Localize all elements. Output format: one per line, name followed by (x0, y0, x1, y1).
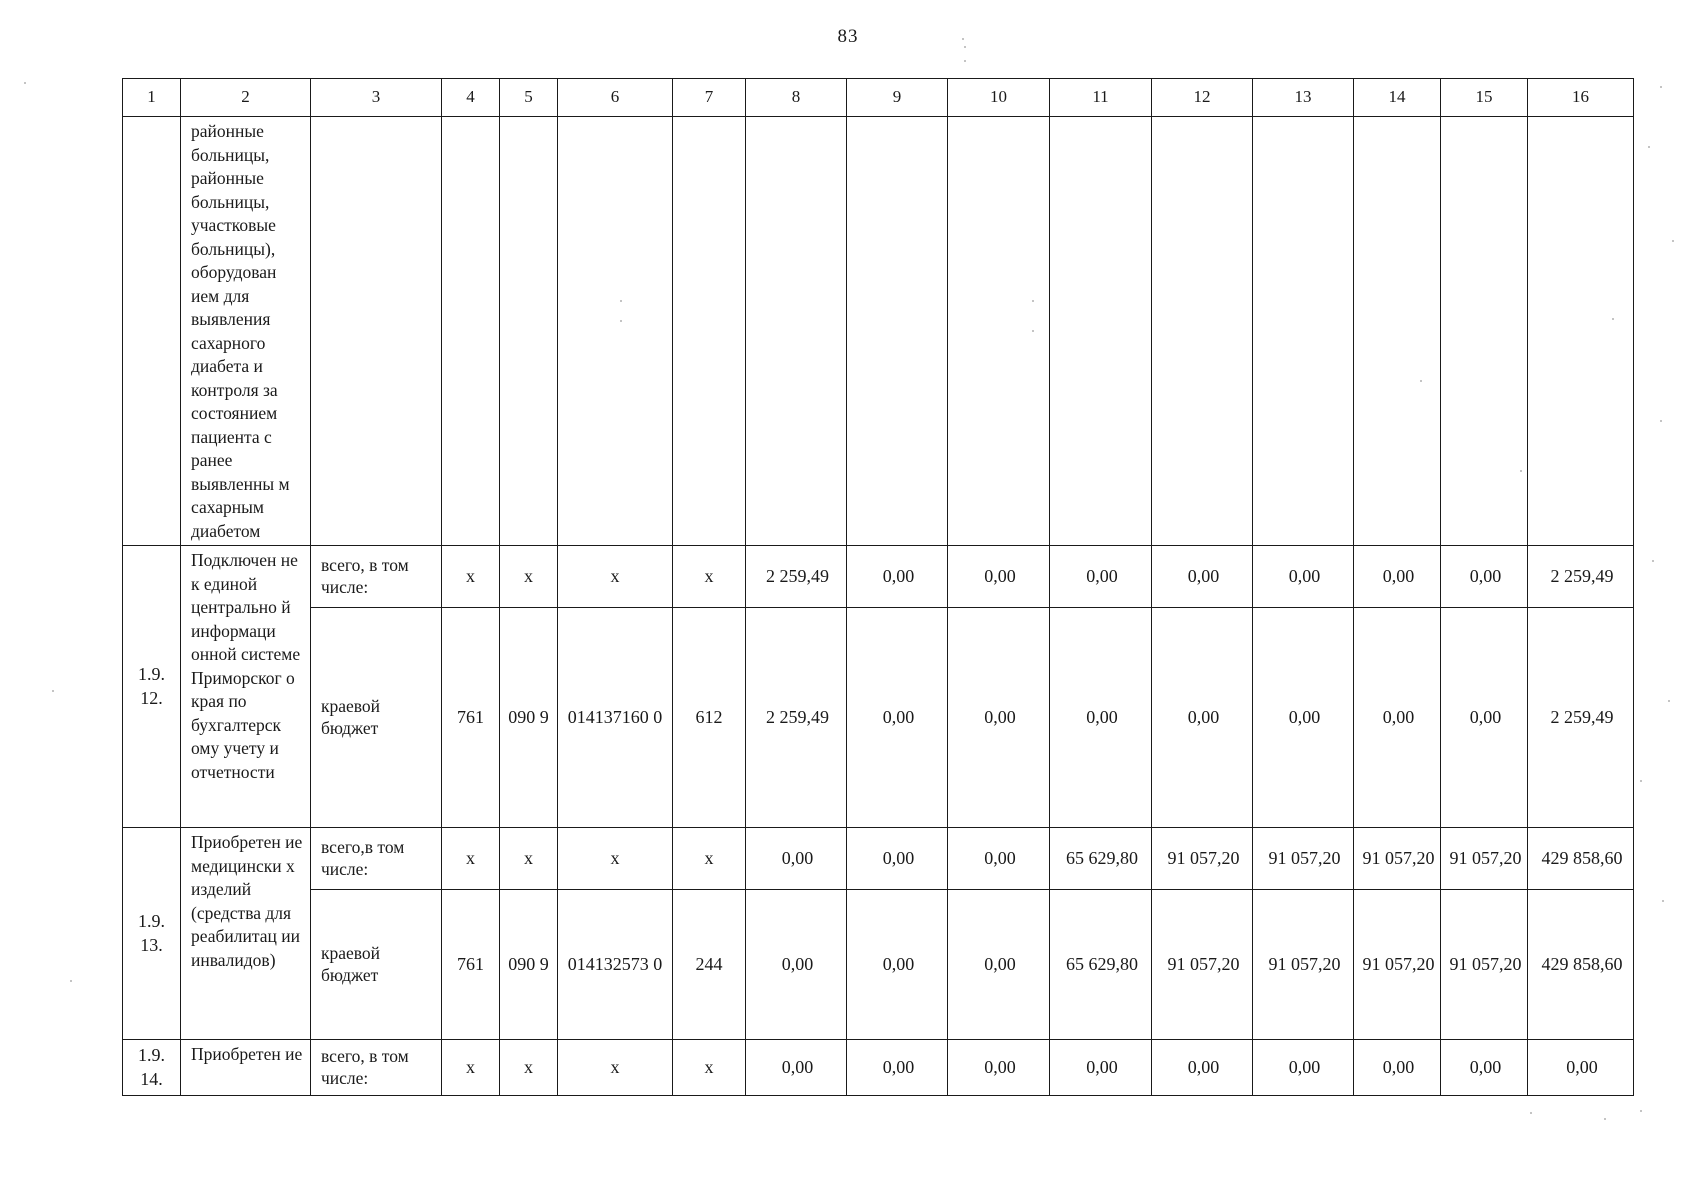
amount-cell: 0,00 (948, 828, 1050, 890)
item-name-cell: Приобретен ие (181, 1040, 311, 1096)
header-cell: 10 (948, 79, 1050, 117)
amount-cell: 2 259,49 (746, 546, 847, 608)
code-cell: x (442, 828, 500, 890)
item-name-cell: Подключен не к единой центрально й информаци онной системе Приморског о края по бухгалтерск ому учету и отчетности (181, 546, 311, 828)
amount-cell: 0,00 (847, 890, 948, 1040)
code-cell: 761 (442, 890, 500, 1040)
amount-cell: 0,00 (948, 890, 1050, 1040)
empty-cell (948, 117, 1050, 546)
amount-cell: 65 629,80 (1050, 890, 1152, 1040)
amount-cell: 91 057,20 (1253, 890, 1354, 1040)
amount-cell: 91 057,20 (1441, 828, 1528, 890)
amount-cell: 0,00 (1152, 608, 1253, 828)
scan-speck (1662, 900, 1664, 902)
code-cell: 612 (673, 608, 746, 828)
code-cell: x (673, 1040, 746, 1096)
amount-cell: 0,00 (1528, 1040, 1634, 1096)
amount-cell: 91 057,20 (1441, 890, 1528, 1040)
amount-cell: 0,00 (1441, 546, 1528, 608)
amount-cell: 0,00 (1050, 1040, 1152, 1096)
amount-cell: 0,00 (1253, 1040, 1354, 1096)
empty-cell (1354, 117, 1441, 546)
amount-cell: 0,00 (1354, 1040, 1441, 1096)
empty-cell (1050, 117, 1152, 546)
code-cell: x (673, 828, 746, 890)
scan-speck (52, 690, 54, 692)
funding-source-cell: всего, в том числе: (311, 546, 442, 608)
item-number-cell: 1.9. 14. (123, 1040, 181, 1096)
amount-cell: 0,00 (847, 1040, 948, 1096)
item-number-cell: 1.9. 13. (123, 828, 181, 1040)
table-row (123, 608, 1634, 828)
amount-cell: 0,00 (1253, 546, 1354, 608)
scan-speck (1604, 1118, 1606, 1120)
funding-source-cell: всего,в том числе: (311, 828, 442, 890)
empty-cell (847, 117, 948, 546)
scan-speck (1640, 780, 1642, 782)
scan-speck (964, 46, 966, 48)
amount-cell: 0,00 (948, 608, 1050, 828)
code-cell: x (500, 546, 558, 608)
item-name-cell: районные больницы, районные больницы, участковые больницы), оборудован ием для выявления сахарного диабета и контроля за состоянием пациента с ранее выявленны м сахарным диабетом (181, 117, 311, 546)
amount-cell: 2 259,49 (1528, 546, 1634, 608)
code-cell: x (558, 546, 673, 608)
scan-speck (620, 300, 622, 302)
header-cell: 1 (123, 79, 181, 117)
scan-speck (1668, 700, 1670, 702)
table-row (123, 1040, 1634, 1096)
code-cell: x (558, 1040, 673, 1096)
amount-cell: 0,00 (1152, 1040, 1253, 1096)
header-cell: 7 (673, 79, 746, 117)
budget-table (122, 78, 1634, 1096)
page-number: 83 (837, 26, 859, 47)
scan-speck (620, 320, 622, 322)
amount-cell: 0,00 (1441, 1040, 1528, 1096)
code-cell: 014132573 0 (558, 890, 673, 1040)
continued-row (123, 117, 1634, 546)
scan-speck (1640, 1110, 1642, 1112)
scan-speck (1672, 240, 1674, 242)
amount-cell: 0,00 (746, 1040, 847, 1096)
scan-speck (1612, 318, 1614, 320)
header-cell: 16 (1528, 79, 1634, 117)
amount-cell: 91 057,20 (1354, 828, 1441, 890)
header-cell: 15 (1441, 79, 1528, 117)
scan-speck (1032, 300, 1034, 302)
item-number-cell: 1.9. 12. (123, 546, 181, 828)
code-cell: x (500, 1040, 558, 1096)
empty-cell (746, 117, 847, 546)
amount-cell: 0,00 (1354, 546, 1441, 608)
empty-cell (558, 117, 673, 546)
amount-cell: 0,00 (1050, 608, 1152, 828)
header-cell: 12 (1152, 79, 1253, 117)
code-cell: x (673, 546, 746, 608)
scan-speck (24, 82, 26, 84)
amount-cell: 0,00 (1050, 546, 1152, 608)
scan-speck (70, 980, 72, 982)
amount-cell: 65 629,80 (1050, 828, 1152, 890)
amount-cell: 0,00 (1253, 608, 1354, 828)
amount-cell: 0,00 (1441, 608, 1528, 828)
header-cell: 13 (1253, 79, 1354, 117)
code-cell: 761 (442, 608, 500, 828)
empty-cell (1152, 117, 1253, 546)
empty-cell (500, 117, 558, 546)
header-cell: 9 (847, 79, 948, 117)
amount-cell: 91 057,20 (1152, 890, 1253, 1040)
amount-cell: 91 057,20 (1152, 828, 1253, 890)
amount-cell: 429 858,60 (1528, 828, 1634, 890)
scan-speck (964, 60, 966, 62)
scan-speck (1652, 560, 1654, 562)
amount-cell: 91 057,20 (1354, 890, 1441, 1040)
header-cell: 3 (311, 79, 442, 117)
code-cell: 244 (673, 890, 746, 1040)
amount-cell: 2 259,49 (746, 608, 847, 828)
header-cell: 2 (181, 79, 311, 117)
header-cell: 11 (1050, 79, 1152, 117)
amount-cell: 429 858,60 (1528, 890, 1634, 1040)
scan-speck (1420, 380, 1422, 382)
scan-speck (962, 38, 964, 40)
code-cell: 090 9 (500, 890, 558, 1040)
funding-source-cell: краевой бюджет (311, 608, 442, 828)
empty-cell (1528, 117, 1634, 546)
empty-cell (442, 117, 500, 546)
scan-speck (1648, 146, 1650, 148)
amount-cell: 0,00 (1152, 546, 1253, 608)
empty-cell (311, 117, 442, 546)
header-cell: 5 (500, 79, 558, 117)
amount-cell: 0,00 (847, 546, 948, 608)
funding-source-cell: всего, в том числе: (311, 1040, 442, 1096)
header-cell: 8 (746, 79, 847, 117)
header-row (123, 79, 1634, 117)
table-row (123, 890, 1634, 1040)
scan-speck (1660, 86, 1662, 88)
table-row (123, 546, 1634, 608)
item-number-cell (123, 117, 181, 546)
code-cell: 014137160 0 (558, 608, 673, 828)
code-cell: x (442, 1040, 500, 1096)
code-cell: 090 9 (500, 608, 558, 828)
header-cell: 6 (558, 79, 673, 117)
empty-cell (1253, 117, 1354, 546)
scan-speck (1660, 420, 1662, 422)
amount-cell: 0,00 (746, 828, 847, 890)
amount-cell: 0,00 (746, 890, 847, 1040)
amount-cell: 0,00 (847, 608, 948, 828)
amount-cell: 0,00 (948, 1040, 1050, 1096)
scan-speck (1520, 470, 1522, 472)
amount-cell: 0,00 (1354, 608, 1441, 828)
amount-cell: 0,00 (948, 546, 1050, 608)
scan-speck (1530, 1112, 1532, 1114)
amount-cell: 0,00 (847, 828, 948, 890)
scan-speck (1032, 330, 1034, 332)
code-cell: x (500, 828, 558, 890)
item-name-cell: Приобретен ие медицински х изделий (средства для реабилитац ии инвалидов) (181, 828, 311, 1040)
amount-cell: 91 057,20 (1253, 828, 1354, 890)
empty-cell (673, 117, 746, 546)
empty-cell (1441, 117, 1528, 546)
code-cell: x (558, 828, 673, 890)
header-cell: 14 (1354, 79, 1441, 117)
amount-cell: 2 259,49 (1528, 608, 1634, 828)
header-cell: 4 (442, 79, 500, 117)
code-cell: x (442, 546, 500, 608)
funding-source-cell: краевой бюджет (311, 890, 442, 1040)
table-row (123, 828, 1634, 890)
